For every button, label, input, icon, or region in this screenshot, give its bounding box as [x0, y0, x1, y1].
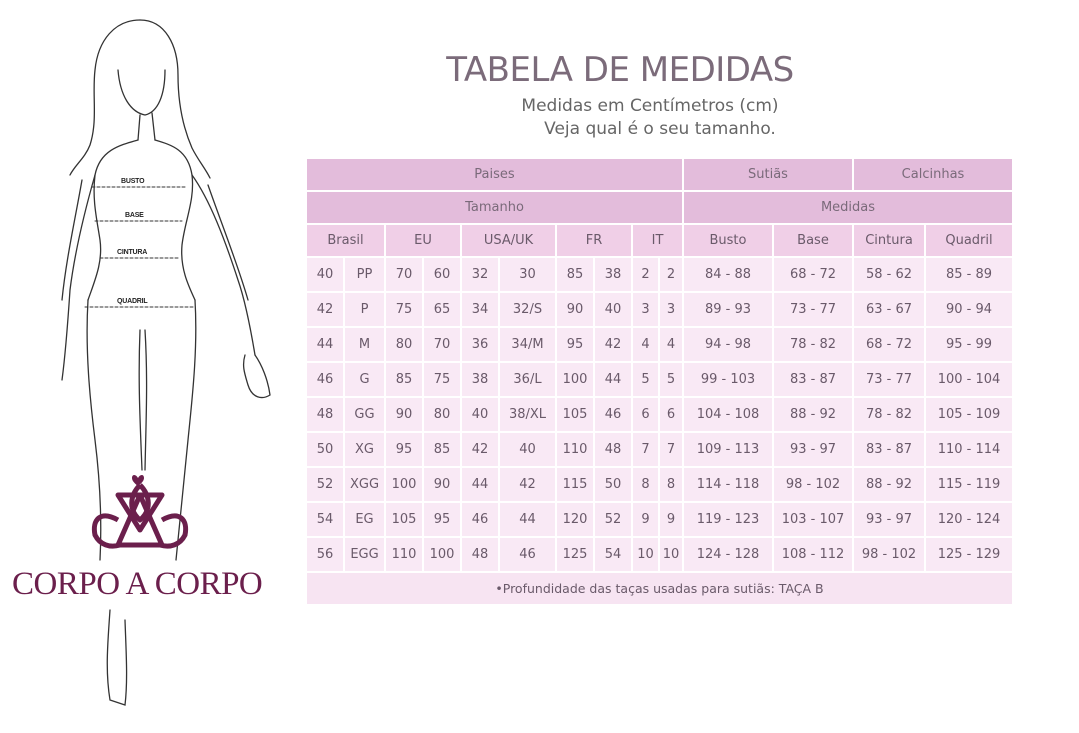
table-cell: 83 - 87	[774, 363, 852, 396]
table-cell: 8	[660, 468, 682, 501]
sub-header-row	[307, 192, 1012, 223]
table-cell: 100	[424, 538, 460, 571]
table-cell: 70	[386, 258, 422, 291]
brand-name: CORPO A CORPO	[12, 566, 263, 602]
lotus-logo-icon	[94, 485, 185, 546]
table-cell: 115	[557, 468, 593, 501]
table-cell: 40	[307, 258, 343, 291]
table-cell: 105	[557, 398, 593, 431]
table-cell: 84 - 88	[684, 258, 772, 291]
table-cell: 42	[500, 468, 555, 501]
table-cell: 100	[386, 468, 422, 501]
label-base: BASE	[125, 212, 144, 219]
table-cell: 119 - 123	[684, 503, 772, 536]
table-cell: GG	[345, 398, 384, 431]
table-cell: 56	[307, 538, 343, 571]
column-header-row	[307, 225, 1012, 256]
table-cell: 34	[462, 293, 498, 326]
table-cell: 104 - 108	[684, 398, 772, 431]
table-cell: 5	[660, 363, 682, 396]
table-cell: G	[345, 363, 384, 396]
size-table	[305, 157, 1014, 606]
table-cell: 9	[660, 503, 682, 536]
table-cell: 95	[557, 328, 593, 361]
table-cell: 4	[633, 328, 658, 361]
table-cell: 88 - 92	[774, 398, 852, 431]
table-row	[307, 433, 1012, 466]
table-cell: 46	[462, 503, 498, 536]
table-row	[307, 363, 1012, 396]
table-cell: 40	[462, 398, 498, 431]
table-cell: 125 - 129	[926, 538, 1012, 571]
table-cell: 65	[424, 293, 460, 326]
table-cell: PP	[345, 258, 384, 291]
table-cell: 90	[386, 398, 422, 431]
table-cell: 120	[557, 503, 593, 536]
table-row	[307, 258, 1012, 291]
col-header: Cintura	[854, 225, 924, 256]
table-cell: 63 - 67	[854, 293, 924, 326]
table-cell: 44	[462, 468, 498, 501]
table-cell: 6	[660, 398, 682, 431]
body-outline-icon	[0, 0, 300, 729]
table-cell: 70	[424, 328, 460, 361]
header-sutias: Sutiãs	[684, 159, 852, 190]
table-cell: 124 - 128	[684, 538, 772, 571]
table-cell: 52	[595, 503, 631, 536]
table-cell: 90 - 94	[926, 293, 1012, 326]
table-row	[307, 293, 1012, 326]
table-cell: 36/L	[500, 363, 555, 396]
table-row	[307, 538, 1012, 571]
table-cell: 7	[633, 433, 658, 466]
table-cell: 42	[595, 328, 631, 361]
table-cell: 54	[595, 538, 631, 571]
table-cell: 73 - 77	[774, 293, 852, 326]
table-cell: 95	[386, 433, 422, 466]
table-cell: 32	[462, 258, 498, 291]
table-cell: 46	[307, 363, 343, 396]
table-cell: 38	[595, 258, 631, 291]
table-cell: EG	[345, 503, 384, 536]
page-title: TABELA DE MEDIDAS	[446, 50, 794, 90]
table-cell: 80	[386, 328, 422, 361]
table-cell: 105 - 109	[926, 398, 1012, 431]
header-medidas: Medidas	[684, 192, 1012, 223]
table-cell: 2	[660, 258, 682, 291]
table-cell: 3	[633, 293, 658, 326]
table-cell: 85	[424, 433, 460, 466]
table-cell: 46	[595, 398, 631, 431]
table-cell: 103 - 107	[774, 503, 852, 536]
table-cell: 78 - 82	[854, 398, 924, 431]
group-header-row	[307, 159, 1012, 190]
table-cell: 100 - 104	[926, 363, 1012, 396]
table-row	[307, 468, 1012, 501]
table-cell: 93 - 97	[774, 433, 852, 466]
table-cell: 88 - 92	[854, 468, 924, 501]
table-cell: 44	[595, 363, 631, 396]
table-cell: 105	[386, 503, 422, 536]
table-cell: 54	[307, 503, 343, 536]
table-cell: 94 - 98	[684, 328, 772, 361]
table-cell: 73 - 77	[854, 363, 924, 396]
table-cell: 2	[633, 258, 658, 291]
table-cell: 42	[307, 293, 343, 326]
col-header: Quadril	[926, 225, 1012, 256]
table-cell: 10	[660, 538, 682, 571]
table-cell: 95 - 99	[926, 328, 1012, 361]
table-cell: 40	[595, 293, 631, 326]
table-cell: 93 - 97	[854, 503, 924, 536]
table-cell: 32/S	[500, 293, 555, 326]
table-cell: 34/M	[500, 328, 555, 361]
table-cell: 58 - 62	[854, 258, 924, 291]
col-header: FR	[557, 225, 631, 256]
table-cell: 9	[633, 503, 658, 536]
table-row	[307, 503, 1012, 536]
subtitle-hint: Veja qual é o seu tamanho.	[544, 119, 776, 139]
table-cell: 90	[557, 293, 593, 326]
subtitle-units: Medidas em Centímetros (cm)	[521, 96, 779, 116]
label-cintura: CINTURA	[117, 249, 148, 256]
table-cell: 83 - 87	[854, 433, 924, 466]
table-cell: 4	[660, 328, 682, 361]
table-cell: 8	[633, 468, 658, 501]
table-cell: 38	[462, 363, 498, 396]
table-cell: 5	[633, 363, 658, 396]
label-busto: BUSTO	[121, 178, 145, 185]
table-cell: 44	[500, 503, 555, 536]
table-cell: EGG	[345, 538, 384, 571]
table-cell: 99 - 103	[684, 363, 772, 396]
table-cell: 50	[307, 433, 343, 466]
table-cell: 85 - 89	[926, 258, 1012, 291]
table-cell: 125	[557, 538, 593, 571]
table-cell: 108 - 112	[774, 538, 852, 571]
header-tamanho: Tamanho	[307, 192, 682, 223]
table-cell: XG	[345, 433, 384, 466]
body-measurement-figure	[0, 0, 300, 729]
table-cell: 114 - 118	[684, 468, 772, 501]
table-cell: 98 - 102	[854, 538, 924, 571]
table-cell: 110	[557, 433, 593, 466]
table-cell: 75	[424, 363, 460, 396]
table-cell: 100	[557, 363, 593, 396]
table-cell: 44	[307, 328, 343, 361]
table-cell: 7	[660, 433, 682, 466]
table-cell: 75	[386, 293, 422, 326]
table-cell: 30	[500, 258, 555, 291]
table-cell: 85	[386, 363, 422, 396]
table-cell: 48	[462, 538, 498, 571]
table-cell: 80	[424, 398, 460, 431]
table-cell: 6	[633, 398, 658, 431]
table-cell: 89 - 93	[684, 293, 772, 326]
table-cell: 60	[424, 258, 460, 291]
table-cell: 40	[500, 433, 555, 466]
table-cell: 90	[424, 468, 460, 501]
table-cell: 3	[660, 293, 682, 326]
table-cell: P	[345, 293, 384, 326]
col-header: Base	[774, 225, 852, 256]
footer-row	[307, 573, 1012, 604]
header-paises: Paises	[307, 159, 682, 190]
table-row	[307, 398, 1012, 431]
table-cell: 52	[307, 468, 343, 501]
table-cell: 110 - 114	[926, 433, 1012, 466]
table-row	[307, 328, 1012, 361]
table-cell: 115 - 119	[926, 468, 1012, 501]
table-cell: 48	[307, 398, 343, 431]
table-cell: 120 - 124	[926, 503, 1012, 536]
col-header: USA/UK	[462, 225, 555, 256]
table-cell: 110	[386, 538, 422, 571]
label-quadril: QUADRIL	[117, 298, 148, 305]
table-cell: 42	[462, 433, 498, 466]
table-cell: 68 - 72	[774, 258, 852, 291]
col-header: Busto	[684, 225, 772, 256]
table-cell: 95	[424, 503, 460, 536]
table-cell: 46	[500, 538, 555, 571]
header-calcinhas: Calcinhas	[854, 159, 1012, 190]
table-cell: 109 - 113	[684, 433, 772, 466]
table-cell: 50	[595, 468, 631, 501]
table-cell: 38/XL	[500, 398, 555, 431]
table-cell: 98 - 102	[774, 468, 852, 501]
table-cell: 78 - 82	[774, 328, 852, 361]
col-header: IT	[633, 225, 682, 256]
table-cell: 36	[462, 328, 498, 361]
table-cell: 48	[595, 433, 631, 466]
table-cell: XGG	[345, 468, 384, 501]
table-cell: 85	[557, 258, 593, 291]
table-cell: 10	[633, 538, 658, 571]
footer-note: •Profundidade das taças usadas para sutiãs: TAÇA B	[307, 573, 1012, 604]
col-header: EU	[386, 225, 460, 256]
table-cell: 68 - 72	[854, 328, 924, 361]
table-cell: M	[345, 328, 384, 361]
col-header: Brasil	[307, 225, 384, 256]
